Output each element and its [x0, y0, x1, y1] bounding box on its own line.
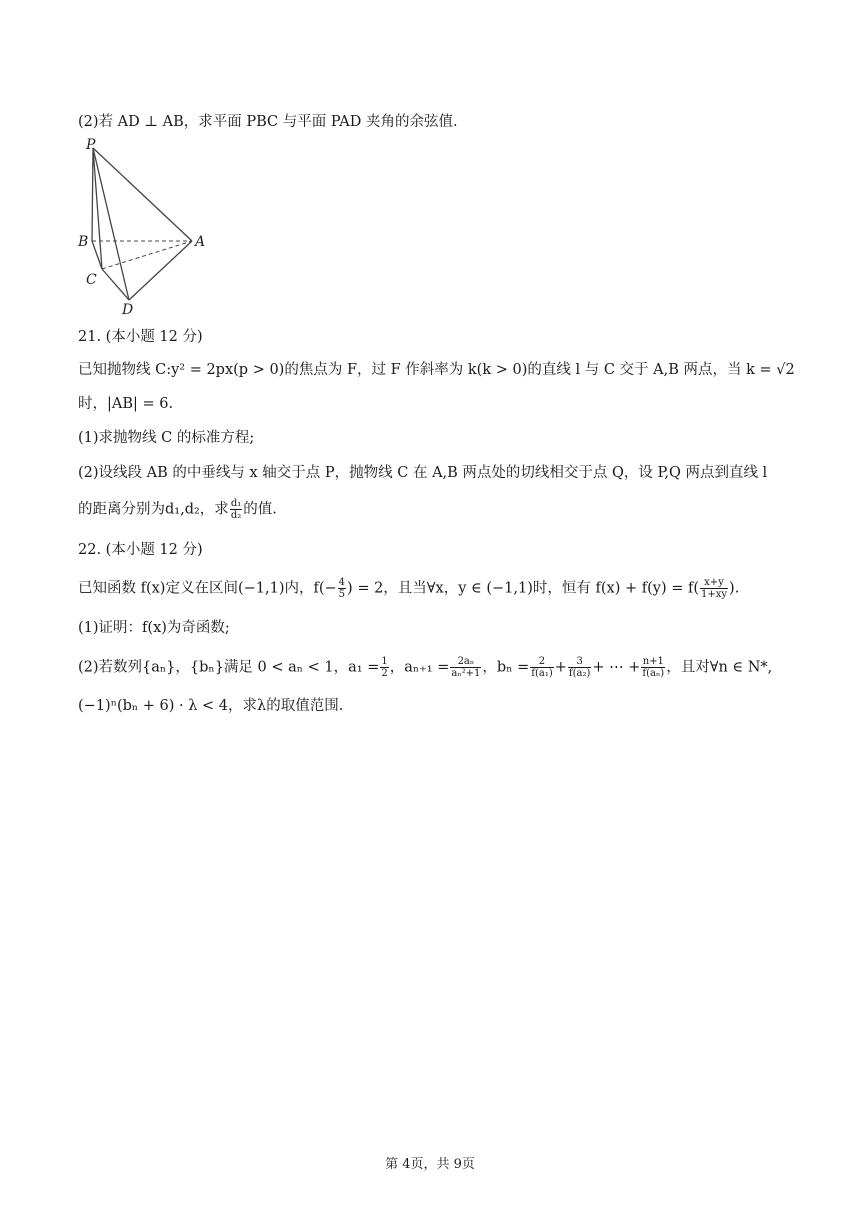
fraction-4-5: $\frac{4}{5}$: [338, 577, 346, 600]
fraction-d1-d2: $\frac{\text{d₁}}{\text{d₂}}$: [230, 498, 242, 521]
label-C: C: [86, 272, 97, 288]
q21-part2-line1: (2)设线段 AB 的中垂线与 x 轴交于点 P，抛物线 C 在 A,B 两点处的切线相交于点 Q，设 P,Q 两点到直线 l: [78, 465, 768, 481]
label-A: A: [195, 234, 206, 250]
label-P: P: [86, 137, 96, 153]
edge-DA: [129, 241, 192, 300]
fraction-b-term1: $\frac{2}{\text{f(a₁)}}$: [531, 656, 553, 679]
q21-stem-line2: 时，|AB| = 6.: [78, 396, 174, 412]
q21-part2-text-b: 的值.: [243, 501, 277, 518]
fraction-b-termn: $\frac{n+1}{\text{f(aₙ)}}$: [642, 656, 665, 679]
q21-part2-text-a: 的距离分别为d₁,d₂，求: [78, 501, 229, 518]
pyramid-figure: [72, 134, 222, 314]
fraction-b-term2: $\frac{3}{\text{f(a₂)}}$: [568, 656, 591, 679]
q21-header: 21. (本小题 12 分): [78, 329, 203, 345]
q22-part1: (1)证明：f(x)为奇函数;: [78, 620, 230, 636]
q22-header: 22. (本小题 12 分): [78, 542, 203, 558]
q22-stem: 已知函数 f(x)定义在区间(−1,1)内，f(− $\frac{4}{5}$ ) = 2，且当∀x，y ∈ (−1,1)时，恒有 f(x) + f(y) = f( $\frac{x+y}{1+xy}$ ).: [78, 577, 740, 600]
q22-part2-line2: (−1)ⁿ(bₙ + 6) · λ < 4，求λ的取值范围.: [78, 698, 344, 714]
fraction-a1: $\frac{1}{2}$: [381, 656, 388, 679]
edge-PA: [93, 148, 192, 241]
page-footer: 第 4页，共 9页: [385, 1157, 475, 1172]
fraction-an1: $\frac{\text{2aₙ}}{\text{aₙ²+1}}$: [451, 656, 481, 679]
q20-part2: (2)若 AD ⊥ AB，求平面 PBC 与平面 PAD 夹角的余弦值.: [78, 114, 458, 130]
label-B: B: [78, 234, 89, 250]
fraction-xy: $\frac{x+y}{1+xy}$: [701, 577, 728, 600]
q21-stem-line1: 已知抛物线 C:y² = 2px(p > 0)的焦点为 F，过 F 作斜率为 k(k > 0)的直线 l 与 C 交于 A,B 两点，当 k = √2: [78, 362, 795, 378]
q21-part2-line2: [78, 498, 277, 521]
label-D: D: [122, 302, 134, 314]
edge-PB: [92, 148, 93, 241]
q22-part2-line1: (2)若数列{aₙ}，{bₙ}满足 0 < aₙ < 1，a₁ = $\frac{1}{2}$ ，aₙ₊₁ = $\frac{\text{2aₙ}}{\text{aₙ²+1}}$ ，bₙ = $\frac{2}{\text{f(a₁)}}$ + $\frac{3}{\text{f(a₂)}}$ + ⋯ + $\frac{n+1}{\text{f(aₙ)}}$ ，且对∀n ∈ N*,: [78, 656, 773, 679]
q21-part1: (1)求抛物线 C 的标准方程;: [78, 430, 255, 446]
